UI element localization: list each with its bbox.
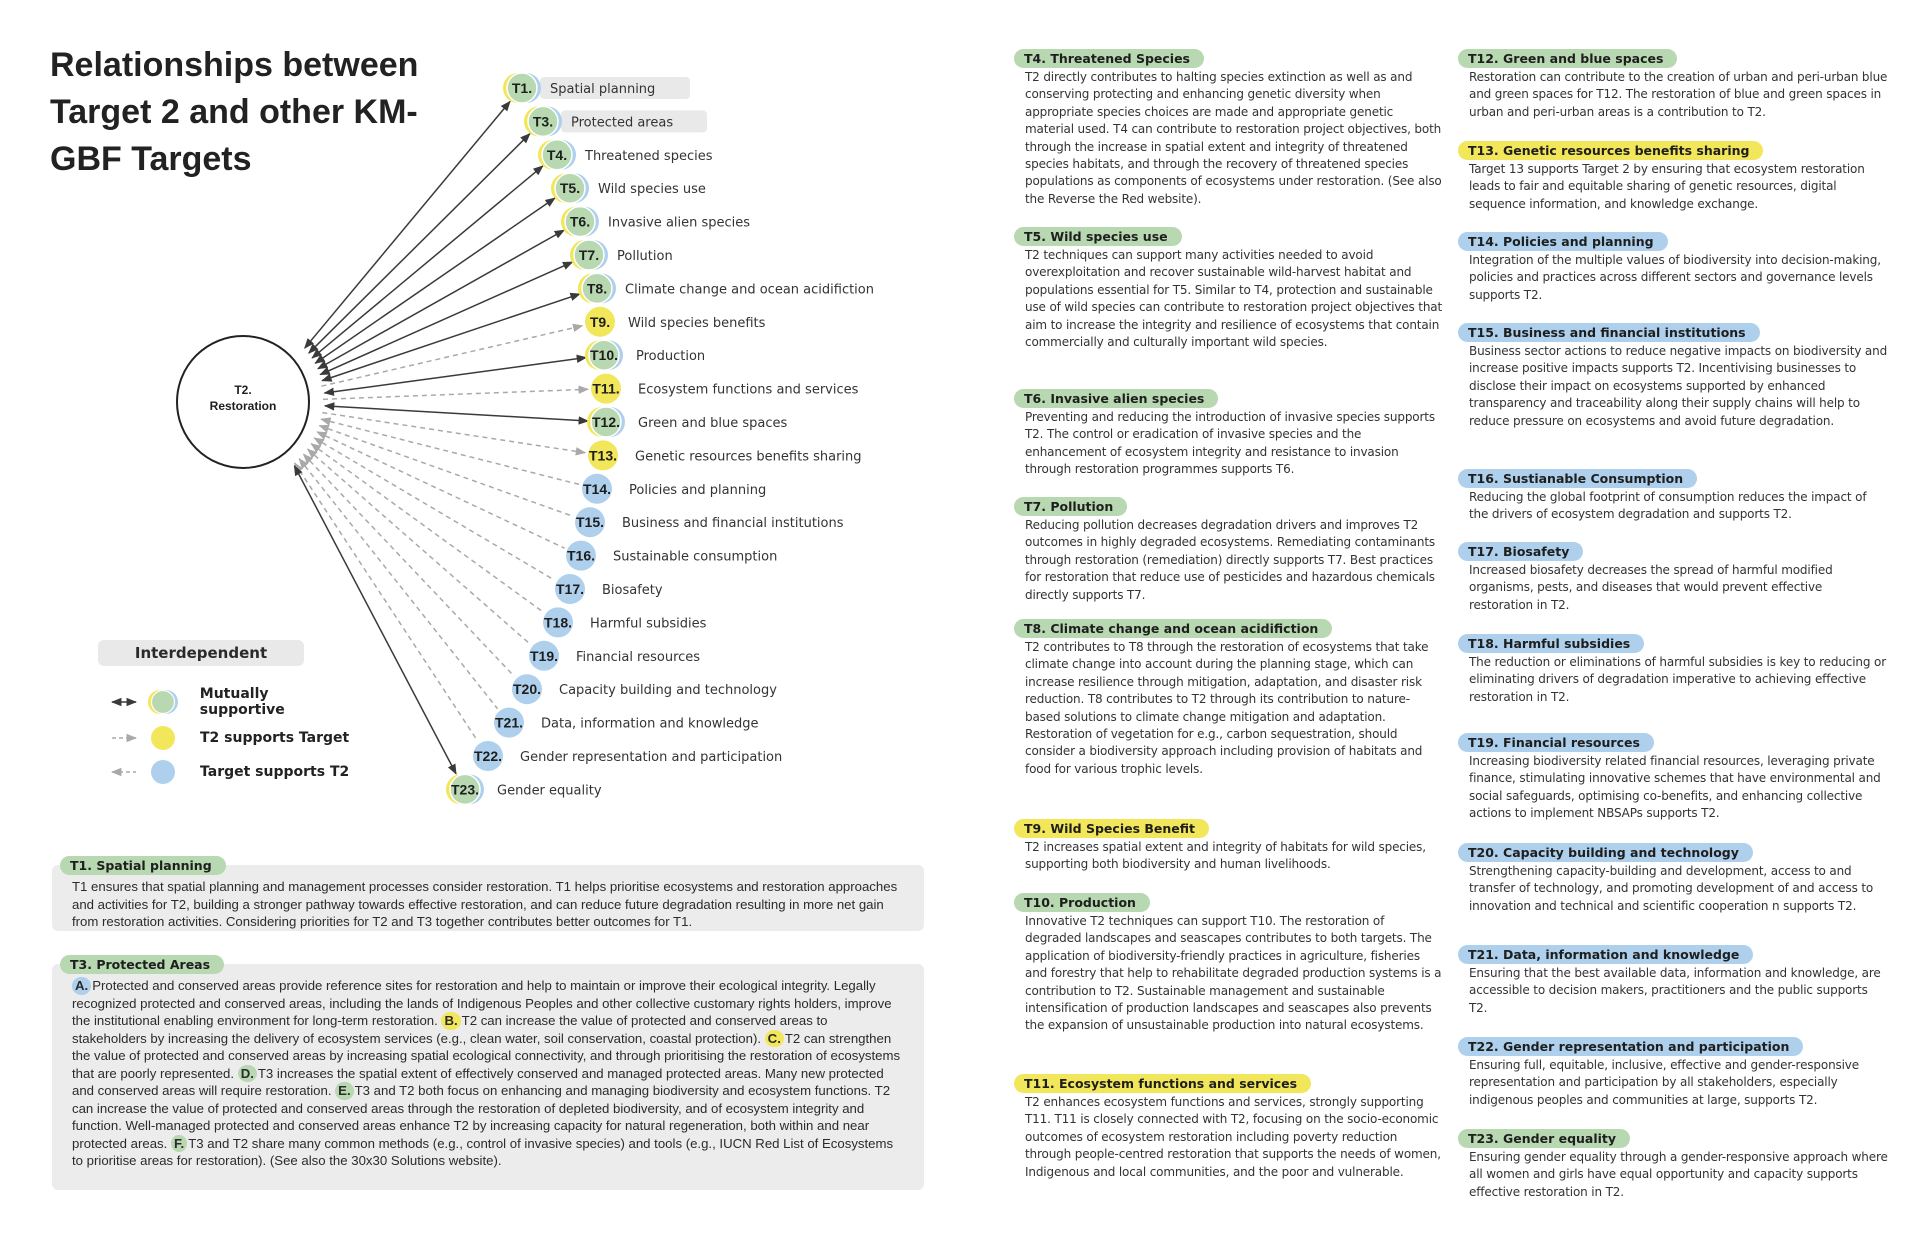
node-code: T10.	[589, 347, 619, 364]
legend-mutual-icon	[98, 688, 188, 716]
node-code: T6.	[569, 213, 591, 230]
link-t19	[308, 449, 531, 644]
target-entry-t5	[1014, 227, 1444, 351]
target-entry-text: Preventing and reducing the introduction of invasive species supports T2. The control or eradication of invasive species and the enhancement of ecosystem integrity and resistance to invasion through restoration programmes supports T6.	[1025, 410, 1435, 477]
node-t11	[591, 374, 859, 404]
target-entry-title: T5. Wild species use	[1014, 227, 1182, 246]
node-label: Capacity building and technology	[559, 683, 777, 699]
t3-box-title: T3. Protected Areas	[60, 955, 224, 974]
target-entry-text: Restoration can contribute to the creation of urban and peri-urban blue and green spaces for T12. The restoration of blue and green spaces in urban and peri-urban areas is a contribution to T2.	[1469, 70, 1888, 119]
node-code: T8.	[586, 280, 608, 297]
link-t15	[319, 426, 573, 517]
target-entry-title: T15. Business and financial institutions	[1458, 323, 1760, 342]
target-entry-title: T6. Invasive alien species	[1014, 389, 1218, 408]
t1-info-box	[52, 858, 924, 931]
target-entry-t18	[1458, 634, 1888, 706]
link-t1	[305, 101, 510, 348]
node-code: T17.	[555, 581, 585, 597]
node-t3	[524, 106, 707, 136]
node-code: T3.	[532, 113, 554, 130]
node-code: T14.	[582, 480, 612, 497]
target-entry-t23	[1458, 1129, 1888, 1201]
target-entry-text: Increasing biodiversity related financial resources, leveraging private finance, stimulating innovative schemes that have environmental and social safeguards, optimising co-benefits, and enhancing collective actions to implement NBSAPs supports T2.	[1469, 754, 1881, 821]
target-entry-text: Integration of the multiple values of biodiversity into decision-making, policies and practices across different sectors and governance levels supports T2.	[1469, 253, 1881, 302]
legend-t2-supports-icon	[98, 724, 188, 752]
target-entry-t20	[1458, 843, 1888, 915]
node-label: Wild species use	[598, 182, 706, 198]
target-entry-t13	[1458, 141, 1888, 213]
t3-part-d: T3 increases the spatial extent of effectively conserved and managed protected areas. Many new protected and conserved areas will require restoration.	[72, 1065, 884, 1098]
t1-box-title: T1. Spatial planning	[60, 856, 226, 875]
target-entry-text: Target 13 supports Target 2 by ensuring that ecosystem restoration leads to fair and equitable sharing of genetic resources, digital sequence information, and knowledge exchange.	[1469, 162, 1865, 211]
t3-letter-d: D.	[238, 1065, 257, 1083]
target-entry-title: T13. Genetic resources benefits sharing	[1458, 141, 1763, 160]
node-code: T18.	[543, 614, 573, 631]
node-t5	[551, 173, 706, 203]
node-code: T19.	[529, 647, 559, 664]
target-entry-t22	[1458, 1037, 1888, 1109]
target-entry-text: T2 enhances ecosystem functions and services, strongly supporting T11. T11 is closely connected with T2, focusing on the socio-economic outcomes of ecosystem restoration including poverty reduction through people-centred restoration that supports the needs of women, Indigenous and local communities, and the poor and vulnerable.	[1025, 1095, 1441, 1179]
node-label: Protected areas	[571, 115, 674, 131]
target-entry-text: Business sector actions to reduce negative impacts on biodiversity and increase positive impacts supports T2. Incentivising businesses to disclose their impact on ecosystems supported by enhanced transparency and traceability along their supply chains will help to reduce pressure on ecosystems and avoid future degradation.	[1469, 344, 1888, 428]
target-entry-title: T14. Policies and planning	[1458, 232, 1668, 251]
node-label: Spatial planning	[550, 82, 656, 97]
legend-heading: Interdependent	[98, 640, 304, 666]
target-entry-text: Ensuring full, equitable, inclusive, effective and gender-responsive representation and participation by all stakeholders, especially indigenous peoples and communities at large, supports T2.	[1469, 1058, 1859, 1107]
node-t14	[582, 474, 766, 504]
legend	[98, 640, 358, 780]
t3-box-text	[72, 977, 904, 1170]
t3-letter-f: F.	[171, 1135, 187, 1153]
node-t8	[578, 273, 874, 303]
node-code: T15.	[575, 514, 605, 531]
node-t21	[494, 708, 759, 738]
target-entry-title: T12. Green and blue spaces	[1458, 49, 1677, 68]
node-code: T20.	[512, 681, 542, 698]
node-code: T7.	[578, 247, 600, 263]
node-label: Genetic resources benefits sharing	[635, 449, 862, 465]
node-code: T23.	[450, 781, 480, 798]
legend-item-target-supports	[98, 758, 349, 786]
t3-part-f: T3 and T2 share many common methods (e.g., control of invasive species) and tools (e.g., IUCN Red List of Ecosystems to prioritise areas for restoration). (See also the 30x30 Solutions website).	[72, 1135, 894, 1168]
target-entry-text: Strengthening capacity-building and development, access to and transfer of technology, and promoting development of and access to innovation and technical and scientific cooperation n supports T2.	[1469, 864, 1874, 913]
node-t9	[585, 307, 766, 337]
target-entry-title: T20. Capacity building and technology	[1458, 843, 1753, 862]
node-t4	[538, 140, 713, 170]
legend-label-mutual: Mutually supportive	[199, 686, 285, 718]
t3-part-a: Protected and conserved areas provide reference sites for restoration and help to maintain or improve their ecological integrity. Legally recognized protected and conserved areas, including the lands of Indigenous Peoples and other collective customary rights holders, improve the institutional enabling environment for long-term restoration.	[72, 978, 892, 1028]
node-label: Pollution	[617, 249, 673, 264]
target-entry-t16	[1458, 469, 1888, 524]
node-t15	[575, 507, 844, 537]
target-entry-title: T9. Wild Species Benefit	[1014, 819, 1209, 838]
target-entry-text: Increased biosafety decreases the spread of harmful modified organisms, pests, and diseases that would prevent effective restoration in T2.	[1469, 563, 1833, 612]
target-entry-t7	[1014, 497, 1444, 604]
link-t21	[299, 459, 497, 709]
node-label: Business and financial institutions	[622, 516, 844, 532]
target-entry-text: T2 contributes to T8 through the restoration of ecosystems that take climate change into account during the planning stage, which can increase resilience through mitigation, adaptation, and disaster risk reduction. T8 contributes to T2 through its contribution to nature-based solutions to climate change mitigation and adaptation. Restoration of vegetation for e.g., carbon sequestration, should consider a biodiversity approach including provision of habitats and food for various trophic levels.	[1025, 640, 1429, 776]
node-code: T4.	[546, 146, 568, 163]
legend-target-supports-icon	[98, 758, 188, 786]
node-label: Biosafety	[602, 583, 663, 598]
t3-letter-e: E.	[335, 1082, 353, 1100]
node-code: T22.	[473, 748, 503, 764]
target-entry-title: T11. Ecosystem functions and services	[1014, 1074, 1311, 1093]
node-code: T11.	[592, 380, 620, 397]
node-code: T12.	[591, 414, 621, 430]
node-t7	[570, 240, 673, 270]
center-node-code: T2.	[234, 383, 252, 397]
node-t10	[585, 340, 705, 370]
link-t5	[315, 198, 555, 363]
link-t12	[325, 406, 588, 421]
legend-label-t2-supports: T2 supports Target	[200, 730, 350, 746]
t3-info-box	[52, 957, 924, 1190]
node-t18	[543, 607, 707, 637]
target-entry-t19	[1458, 733, 1888, 823]
target-entry-text: Ensuring gender equality through a gender-responsive approach where all women and girls have equal opportunity and capacity supports effective restoration in T2.	[1469, 1150, 1888, 1199]
node-label: Climate change and ocean acidifiction	[625, 282, 874, 298]
target-entry-text: T2 increases spatial extent and integrity of habitats for wild species, supporting both biodiversity and human livelihoods.	[1025, 840, 1426, 872]
node-label: Production	[636, 349, 706, 365]
node-code: T5.	[559, 180, 581, 197]
node-code: T1.	[511, 80, 533, 96]
node-code: T21.	[494, 714, 524, 731]
node-label: Green and blue spaces	[638, 416, 788, 431]
node-label: Financial resources	[576, 649, 701, 665]
target-entry-t8	[1014, 619, 1444, 778]
link-t3	[309, 134, 530, 353]
target-entry-text: Innovative T2 techniques can support T10. The restoration of degraded landscapes and seascapes contributes to both targets. The application of biodiversity-friendly practices in agriculture, fisheries and forestry that help to rehabilitate degraded production systems is a contribution to T2. Sustainable management and sustainable intensification of production landscapes and seascapes also prevents the expansion of unsustainable production into natural ecosystems.	[1025, 914, 1442, 1033]
node-label: Gender equality	[497, 783, 602, 799]
t1-box-text: T1 ensures that spatial planning and management processes consider restoration. T1 helps prioritise ecosystems and restoration approaches and activities for T2, building a stronger pathway towards effective restoration, and can reduce future degradation resulting in more net gain from restoration activities. Considering priorities for T2 and T3 together contributes better outcomes for T1.	[72, 879, 898, 929]
target-entry-title: T18. Harmful subsidies	[1458, 634, 1644, 653]
node-label: Sustainable consumption	[613, 549, 778, 565]
target-entry-text: T2 directly contributes to halting species extinction as well as and conserving protecting and enhancing genetic diversity when appropriate species choices are made and appropriate genetic material used. T4 can contribute to restoration project objectives, both through the increase in spatial extent and integrity of threatened species habitats, and through the recovery of threatened species populations as components of ecosystems under restoration. (See also the Reverse the Red website).	[1025, 70, 1442, 206]
target-entry-title: T16. Sustianable Consumption	[1458, 469, 1697, 488]
target-entry-title: T4. Threatened Species	[1014, 49, 1204, 68]
target-entry-text: Reducing pollution decreases degradation drivers and improves T2 outcomes in highly degraded ecosystems. Remediating contaminants through restoration (remediation) directly supports T7. Best practices for restoration that reduce use of pesticides and hazardous chemicals directly supports T7.	[1025, 518, 1436, 602]
link-t10	[325, 358, 587, 394]
target-entry-title: T21. Data, information and knowledge	[1458, 945, 1753, 964]
node-label: Invasive alien species	[608, 215, 751, 231]
t3-part-e: T3 and T2 both focus on enhancing and managing biodiversity and ecosystem functions. T2 can increase the value of protected and conserved areas through the restoration of depleted biodiversity, and of ecosystem integrity and function. Well-managed protected and conserved areas enhance T2 by increasing capacity for natural regeneration, both within and near protected areas.	[72, 1083, 891, 1151]
node-t6	[561, 207, 750, 237]
node-label: Threatened species	[585, 148, 713, 164]
target-entry-t17	[1458, 542, 1888, 614]
target-entry-title: T19. Financial resources	[1458, 733, 1654, 752]
t3-letter-c: C.	[765, 1030, 784, 1048]
target-entry-text: Reducing the global footprint of consumption reduces the impact of the drivers of ecosystem degradation and supports T2.	[1469, 490, 1867, 522]
target-entry-t14	[1458, 232, 1888, 304]
target-entry-t9	[1014, 819, 1444, 874]
legend-label-target-supports: Target supports T2	[200, 764, 350, 780]
node-t13	[588, 440, 862, 470]
node-code: T9.	[589, 313, 611, 330]
t3-part-c: T2 can strengthen the value of protected and conserved areas by increasing spatial ecological connectivity, and through prioritising the restoration of ecosystems that are poorly represented.	[72, 1030, 901, 1081]
node-label: Data, information and knowledge	[541, 716, 759, 732]
node-label: Policies and planning	[629, 482, 767, 498]
legend-item-mutual	[98, 688, 358, 716]
node-t20	[512, 674, 777, 704]
target-entry-title: T17. Biosafety	[1458, 542, 1583, 561]
link-t16	[317, 432, 564, 548]
center-node-t2	[177, 336, 309, 468]
link-t11	[323, 389, 588, 399]
node-label: Wild species benefits	[628, 315, 766, 331]
target-entry-title: T23. Gender equality	[1458, 1129, 1630, 1148]
target-entry-title: T7. Pollution	[1014, 497, 1127, 516]
t3-part-b: T2 can increase the value of protected and conserved areas to stakeholders by increasing the delivery of ecosystem services (e.g., clean water, soil conservation, coastal protection).	[72, 1013, 828, 1046]
node-code: T13.	[588, 447, 618, 464]
target-entry-title: T22. Gender representation and participation	[1458, 1037, 1803, 1056]
target-entry-t6	[1014, 389, 1444, 479]
target-entry-title: T10. Production	[1014, 893, 1150, 912]
node-code: T16.	[566, 547, 596, 564]
t3-letter-b: B.	[441, 1012, 460, 1030]
node-t19	[529, 641, 700, 671]
target-entry-title: T8. Climate change and ocean acidifiction	[1014, 619, 1332, 638]
node-t23	[446, 774, 602, 804]
target-entry-t12	[1458, 49, 1888, 121]
node-label: Harmful subsidies	[590, 616, 707, 632]
target-entry-t21	[1458, 945, 1888, 1017]
link-t17	[314, 438, 554, 580]
node-t1	[503, 73, 690, 103]
page-title: Relationships between Target 2 and other KM-GBF Targets	[50, 46, 419, 178]
node-label: Gender representation and participation	[520, 750, 783, 765]
legend-item-t2-supports	[98, 724, 349, 752]
target-entry-t4	[1014, 49, 1444, 208]
node-t17	[555, 574, 663, 604]
link-t8	[322, 294, 580, 381]
target-entry-text: Ensuring that the best available data, information and knowledge, are accessible to decision makers, practitioners and the public supports T2.	[1469, 966, 1881, 1015]
target-entry-text: T2 techniques can support many activities needed to avoid overexploitation and recover sustainable wild-harvest habitat and populations essential for T5. Similar to T4, protection and sustainable use of wild species can contribute to restoration project objectives that aim to increase the integrity and resilience of ecosystems that contain commercially and culturally important wild species.	[1025, 248, 1443, 350]
target-entry-text: The reduction or eliminations of harmful subsidies is key to reducing or eliminating drivers of degradation imperative to achieving effective restoration in T2.	[1469, 655, 1886, 704]
center-node-label: Restoration	[209, 399, 277, 413]
node-label: Ecosystem functions and services	[638, 382, 859, 398]
node-t16	[566, 541, 777, 571]
target-entry-t11	[1014, 1074, 1444, 1181]
t3-letter-a: A.	[72, 977, 91, 995]
link-t18	[311, 444, 543, 612]
target-entry-t15	[1458, 323, 1888, 430]
target-entry-t10	[1014, 893, 1444, 1035]
node-t12	[587, 407, 787, 437]
node-t22	[473, 741, 782, 771]
